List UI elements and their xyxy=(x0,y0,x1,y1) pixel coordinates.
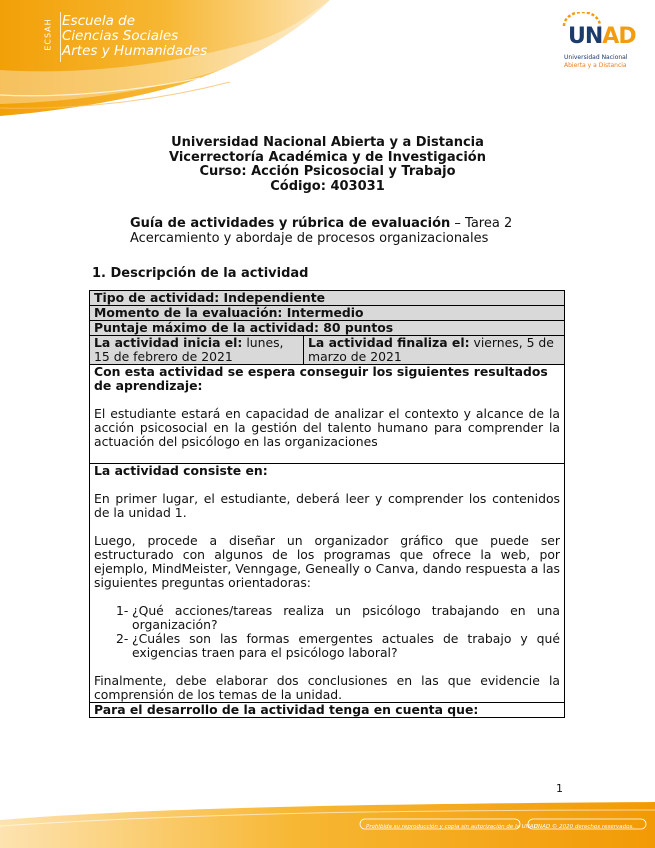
table-row xyxy=(90,336,565,365)
ecsah-acronym: ECSAH xyxy=(48,12,61,62)
activity-description-cell xyxy=(90,464,565,703)
logo-subtitle-1: Universidad Nacional xyxy=(564,54,628,61)
page-number: 1 xyxy=(556,782,563,795)
paragraph-3: Finalmente, debe elaborar dos conclusiones en las que evidencie la comprensión de los temas de la unidad. xyxy=(94,673,560,702)
guide-title-task: – Tarea 2 xyxy=(450,216,513,231)
learning-outcomes-cell xyxy=(90,365,565,464)
learning-outcomes-heading: Con esta actividad se espera conseguir los siguientes resultados de aprendizaje: xyxy=(94,364,548,393)
logo-subtitle-2: Abierta y a Distancia xyxy=(564,62,627,69)
end-date-cell: La actividad finaliza el: viernes, 5 de marzo de 2021 xyxy=(304,336,565,365)
activity-type-cell: Tipo de actividad: Independiente xyxy=(90,291,565,306)
footer-rights-notice: UNAD © 2020 derechos reservados. xyxy=(534,824,635,830)
development-notes-heading: Para el desarrollo de la actividad tenga en cuenta que: xyxy=(90,703,565,718)
school-line-1: Escuela de xyxy=(62,13,136,29)
table-row xyxy=(90,306,565,321)
course-code: Código: 403031 xyxy=(270,178,385,194)
activity-table xyxy=(89,290,565,718)
evaluation-moment-cell: Momento de la evaluación: Intermedio xyxy=(90,306,565,321)
table-row xyxy=(90,365,565,464)
list-item: 1- ¿Qué acciones/tareas realiza un psicólogo trabajando en una organización? xyxy=(116,603,560,632)
school-line-2: Ciencias Sociales xyxy=(62,28,179,44)
vicerrectoria-title: Vicerrectoría Académica y de Investigación xyxy=(168,149,486,165)
paragraph-1: En primer lugar, el estudiante, deberá leer y comprender los contenidos de la unidad 1. xyxy=(94,491,560,520)
table-row xyxy=(90,291,565,306)
section-title: 1. Descripción de la actividad xyxy=(92,266,309,281)
max-score-cell: Puntaje máximo de la actividad: 80 puntos xyxy=(90,321,565,336)
activity-consists-heading: La actividad consiste en: xyxy=(94,463,268,478)
learning-outcomes-text: El estudiante estará en capacidad de analizar el contexto y alcance de la acción psicosocial en la gestión del talento humano para comprender la actuación del psicólogo en las organizaciones xyxy=(94,406,560,449)
logo-wordmark: UNAD xyxy=(568,24,636,49)
table-row xyxy=(90,703,565,718)
school-name xyxy=(62,14,207,59)
document-titles xyxy=(0,136,655,194)
course-title: Curso: Acción Psicosocial y Trabajo xyxy=(199,164,456,179)
list-item: 2- ¿Cuáles son las formas emergentes actuales de trabajo y qué exigencias traen para el psicólogo laboral? xyxy=(116,631,560,660)
guide-heading xyxy=(130,216,512,246)
unad-logo xyxy=(562,12,640,82)
guiding-questions xyxy=(94,604,560,660)
school-line-3: Artes y Humanidades xyxy=(62,43,208,59)
university-title: Universidad Nacional Abierta y a Distancia xyxy=(171,135,484,150)
start-date-cell: La actividad inicia el: lunes, 15 de febrero de 2021 xyxy=(90,336,304,365)
header-band xyxy=(0,0,655,118)
table-row xyxy=(90,464,565,703)
table-row xyxy=(90,321,565,336)
guide-subtitle: Acercamiento y abordaje de procesos organizacionales xyxy=(130,231,489,246)
footer-copyright-notice: Prohibida su reproducción y copia sin autorización de la UNAD. xyxy=(366,824,540,830)
paragraph-2: Luego, procede a diseñar un organizador gráfico que puede ser estructurado con algunos de los programas que ofrece la web, por ejemplo, MindMeister, Venngage, Geneally o Canva, dando respuesta a las siguientes preguntas orientadoras: xyxy=(94,533,560,590)
guide-title-bold: Guía de actividades y rúbrica de evaluación xyxy=(130,216,451,231)
